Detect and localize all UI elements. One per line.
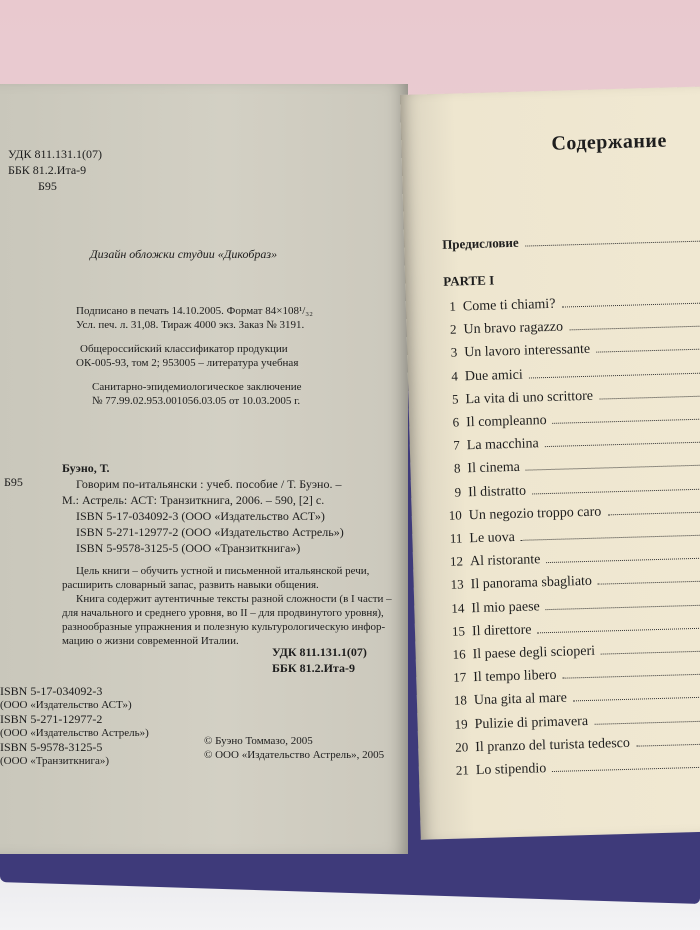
toc-entry-number: 3 <box>450 344 458 361</box>
toc-entry-title: Un negozio troppo caro <box>468 504 602 524</box>
author-mark: Б95 <box>38 179 57 193</box>
toc-entry-title: Il compleanno <box>465 413 547 431</box>
toc-entry-number: 9 <box>454 484 462 500</box>
print-info <box>76 304 313 332</box>
toc-entry-title: Il distratto <box>467 483 527 500</box>
toc-entry-number: 1 <box>449 298 457 314</box>
toc-entry-title: Un lavoro interessante <box>464 342 591 361</box>
abstract-line: расширить словарный запас, развить навыки общения. <box>62 579 319 591</box>
bbk-code: ББК 81.2.Ита-9 <box>272 661 355 675</box>
toc-leader <box>599 395 700 399</box>
isbn-number: ISBN 5-9578-3125-5 <box>0 740 103 754</box>
toc-entry <box>444 361 700 389</box>
sanitary-conclusion <box>92 380 301 408</box>
print-info-line: Усл. печ. л. 31,08. Тираж 4000 экз. Заказ № 3191. <box>76 319 305 331</box>
toc-leader <box>636 743 700 746</box>
toc-entry <box>455 755 700 783</box>
bbk-code: ББК 81.2.Ита-9 <box>8 163 87 177</box>
toc-entry <box>446 454 700 482</box>
toc-entry-title: Lo stipendio <box>475 761 547 779</box>
toc-entry <box>454 732 700 760</box>
toc-entry-number: 2 <box>449 321 457 337</box>
toc-entry <box>449 546 700 574</box>
toc-entry-number: 11 <box>449 530 463 546</box>
toc-leader <box>538 627 700 633</box>
toc-leader <box>546 557 700 563</box>
sanitary-line: Санитарно-эпидемиологическое заключение <box>92 381 302 393</box>
toc-entry-number: 5 <box>451 391 459 407</box>
classification-codes <box>8 146 102 194</box>
toc-entry <box>442 291 700 319</box>
toc-leader <box>601 650 700 654</box>
abstract-line: Книга содержит аутентичные тексты разной сложности (в I части – <box>76 593 392 605</box>
toc-entry-title: Un bravo ragazzo <box>463 319 564 338</box>
toc-entry-title: Pulizie di primavera <box>474 713 589 732</box>
page-title: Содержание <box>551 129 668 155</box>
toc-entry-title: Il mio paese <box>471 598 540 616</box>
udk-code: УДК 811.131.1(07) <box>8 147 103 161</box>
abstract-line: Цель книги – обучить устной и письменной итальянской речи, <box>76 565 370 577</box>
toc-entry-title: Al ristorante <box>469 552 541 570</box>
toc-leader <box>596 349 700 353</box>
toc-leader <box>594 720 700 725</box>
toc-entry-title: Il tempo libero <box>473 668 557 686</box>
copyright-line: © Буэно Томмазо, 2005 <box>204 735 313 747</box>
toc-entry-title: Il direttore <box>471 622 532 639</box>
classifier-line: ОК-005-93, том 2; 953005 – литература учебная <box>76 357 299 369</box>
toc-leader <box>562 302 700 307</box>
toc-leader <box>573 697 700 702</box>
isbn-publisher: (ООО «Транзиткнига») <box>0 755 110 767</box>
toc-entry <box>449 570 700 598</box>
part-heading: PARTE I <box>443 272 495 289</box>
toc-leader <box>607 511 700 515</box>
description-line: М.: Астрель: АСТ: Транзиткнига, 2006. – 590, [2] с. <box>62 493 325 507</box>
bibliographic-entry <box>62 460 344 556</box>
toc-entry-title: La macchina <box>466 436 539 454</box>
classification-codes-bottom <box>272 644 367 676</box>
toc-entry-title: Il cinema <box>467 460 521 477</box>
toc-entry-title: Una gita al mare <box>473 690 568 709</box>
abstract-line: для начального и среднего уровня, во II – для продвинутого уровня), <box>62 607 384 619</box>
toc-entry-title: Le uova <box>469 529 516 547</box>
isbn-number: ISBN 5-271-12977-2 <box>0 712 103 726</box>
print-info-line: Подписано в печать 14.10.2005. Формат 84×108¹/₃₂ <box>76 305 313 317</box>
toc-entry <box>448 523 700 551</box>
toc-entry <box>446 431 700 459</box>
isbn-publisher: (ООО «Издательство АСТ») <box>0 699 132 711</box>
abstract-line: мацию о жизни современной Италии. <box>62 635 239 647</box>
toc-entry-number: 7 <box>453 437 461 453</box>
toc-entry-number: 19 <box>454 715 468 732</box>
toc-entry-number: 15 <box>451 623 466 639</box>
cover-design-credit: Дизайн обложки студии «Дикобраз» <box>90 247 278 261</box>
toc-entry-title: Il panorama sbagliato <box>470 574 593 593</box>
toc-preface <box>442 230 700 253</box>
toc-leader <box>526 465 700 471</box>
toc-leader <box>545 442 700 448</box>
toc-entry-number: 10 <box>448 507 462 523</box>
toc-entry <box>451 616 700 644</box>
toc-entry-number: 14 <box>451 600 465 616</box>
toc-entry <box>447 477 700 505</box>
toc-leader <box>529 372 700 378</box>
toc-leader <box>552 766 700 772</box>
book-abstract <box>62 564 392 648</box>
isbn-line: ISBN 5-271-12977-2 (ООО «Издательство Астрель») <box>76 525 344 539</box>
toc-leader <box>563 673 700 678</box>
toc-entry-number: 4 <box>451 368 459 384</box>
toc-entry <box>444 384 700 412</box>
isbn-number: ISBN 5-17-034092-3 <box>0 684 103 698</box>
toc-leader <box>524 230 700 247</box>
classifier-line: Общероссийский классификатор продукции <box>80 343 288 355</box>
toc-entry-title: La vita di uno scrittore <box>465 388 594 408</box>
toc-entry <box>451 639 700 667</box>
toc-entry-number: 17 <box>453 669 467 685</box>
toc-entry-number: 12 <box>449 553 464 569</box>
toc-entry-number: 8 <box>453 460 461 477</box>
toc-entry <box>453 686 700 714</box>
toc-leader <box>521 534 700 541</box>
toc-leader <box>553 418 700 424</box>
toc-entry-title: Due amici <box>464 367 523 384</box>
toc-entry-number: 18 <box>453 692 468 709</box>
toc-entry-number: 13 <box>450 576 464 593</box>
toc-entry <box>443 338 700 366</box>
isbn-line: ISBN 5-17-034092-3 (ООО «Издательство АСТ») <box>76 509 325 523</box>
left-page <box>0 84 408 854</box>
toc-entry <box>450 593 700 621</box>
toc-leader <box>598 581 700 585</box>
description-line: Говорим по-итальянски : учеб. пособие / Т. Буэно. – <box>76 477 342 491</box>
isbn-block <box>0 684 149 768</box>
toc-entry-title: Il paese degli scioperi <box>472 643 596 663</box>
copyright-notice <box>204 734 384 762</box>
abstract-line: разнообразные упражнения и полезную культурологическую инфор- <box>62 621 386 633</box>
preface-label: Предисловие <box>441 234 519 252</box>
product-classifier <box>76 342 298 370</box>
toc-entry-number: 16 <box>452 646 466 662</box>
toc-entry <box>448 500 700 528</box>
toc-leader <box>569 326 700 331</box>
sanitary-line: № 77.99.02.953.001056.03.05 от 10.03.2005 г. <box>92 395 301 407</box>
udk-code: УДК 811.131.1(07) <box>272 645 367 659</box>
toc-entry-number: 21 <box>455 762 470 778</box>
copyright-line: © ООО «Издательство Астрель», 2005 <box>204 749 385 761</box>
toc-leader <box>532 488 700 494</box>
toc-entry-number: 6 <box>452 414 460 430</box>
toc-entry <box>453 709 700 737</box>
toc-entry <box>452 662 700 690</box>
toc-entry <box>445 407 700 435</box>
toc-entry-title: Come ti chiami? <box>462 296 556 315</box>
right-page <box>400 87 700 840</box>
author-name: Буэно, Т. <box>62 461 110 475</box>
toc-entry-title: Il pranzo del turista tedesco <box>475 735 631 755</box>
isbn-publisher: (ООО «Издательство Астрель») <box>0 727 149 739</box>
isbn-line: ISBN 5-9578-3125-5 (ООО «Транзиткнига») <box>76 541 301 555</box>
toc-entry <box>442 315 700 343</box>
catalog-mark: Б95 <box>4 475 23 489</box>
toc-entry-number: 20 <box>455 739 469 755</box>
toc-leader <box>546 604 700 610</box>
